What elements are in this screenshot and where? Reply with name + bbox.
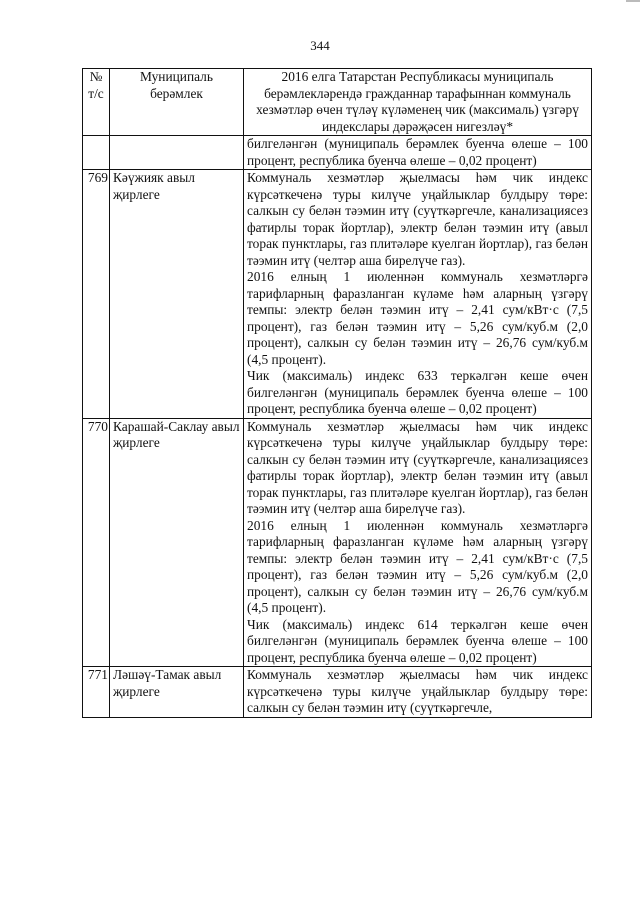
table-row <box>83 418 592 667</box>
table-row <box>83 667 592 718</box>
header-municipality: Муниципаль берәмлек <box>110 69 244 136</box>
row-number: 769 <box>83 170 110 419</box>
header-description: 2016 елга Татарстан Республикасы муниципаль берәмлекләрендә гражданнар тарафыннан коммуналь хезмәтләр өчен түләү күләменең чик (максималь) үзгәрү индекслары дәрәҗәсен нигезләү* <box>244 69 592 136</box>
description-paragraph: билгеләнгән (муниципаль берәмлек буенча өлеше – 100 процент, республика буенча өлеше – 0,02 процент) <box>247 136 588 168</box>
row-description <box>244 667 592 718</box>
row-description <box>244 136 592 170</box>
row-municipality: Ләшәү-Тамак авыл җирлеге <box>110 667 244 718</box>
row-municipality: Кәүжияк авыл җирлеге <box>110 170 244 419</box>
row-number <box>83 136 110 170</box>
table-row <box>83 136 592 170</box>
row-description <box>244 418 592 667</box>
row-municipality <box>110 136 244 170</box>
description-paragraph: Чик (максималь) индекс 633 теркәлгән кеше өчен билгеләнгән (муниципаль берәмлек буенча өлеше – 100 процент, республика буенча өлеше – 0,02 процент) <box>247 368 588 416</box>
description-paragraph: Коммуналь хезмәтләр җыелмасы һәм чик индекс күрсәткеченә туры килүче уңайлыклар булдыру төре: салкын су белән тәэмин итү (суүткәргечле, <box>247 667 588 715</box>
tariff-index-table <box>82 68 592 718</box>
row-number: 771 <box>83 667 110 718</box>
description-paragraph: 2016 елның 1 июленнән коммуналь хезмәтләргә тарифларның фаразланган күләме һәм аларның үзгәрү темпы: электр белән тәэмин итү – 2,41 сум/кВт·с (7,5 процент), газ белән тәэмин итү – 5,26 сум/куб.м (2,0 процент), салкын су белән тәэмин итү – 26,76 сум/куб.м (4,5 процент). <box>247 517 588 615</box>
row-number: 770 <box>83 418 110 667</box>
description-paragraph: Чик (максималь) индекс 614 теркәлгән кеше өчен билгеләнгән (муниципаль берәмлек буенча өлеше – 100 процент, республика буенча өлеше – 0,02 процент) <box>247 616 588 665</box>
row-municipality: Карашай-Саклау авыл җирлеге <box>110 418 244 667</box>
scan-edge-mark <box>626 0 640 6</box>
description-paragraph: Коммуналь хезмәтләр җыелмасы һәм чик индекс күрсәткеченә туры килүче уңайлыклар булдыру төре: салкын су белән тәэмин итү (суүткәргечле, канализациясез фатирлы торак йортлар), электр белән тәэмин итү (авыл торак пунктлары, газ плитәләре куелган йортлар), газ белән тәэмин итү (челтәр аша бирелүче газ). <box>247 170 588 268</box>
table-header-row <box>83 69 592 136</box>
description-paragraph: Коммуналь хезмәтләр җыелмасы һәм чик индекс күрсәткеченә туры килүче уңайлыклар булдыру төре: салкын су белән тәэмин итү (суүткәргечле, канализациясез фатирлы торак йортлар), электр белән тәэмин итү (авыл торак пунктлары, газ плитәләре куелган йортлар), газ белән тәэмин итү (челтәр аша бирелүче газ). <box>247 418 588 516</box>
row-description <box>244 170 592 419</box>
description-paragraph: 2016 елның 1 июленнән коммуналь хезмәтләргә тарифларның фаразланган күләме һәм аларның үзгәрү темпы: электр белән тәэмин итү – 2,41 сум/кВт·с (7,5 процент), газ белән тәэмин итү – 5,26 сум/куб.м (2,0 процент), салкын су белән тәэмин итү – 26,76 сум/куб.м (4,5 процент). <box>247 269 588 367</box>
table-row <box>83 170 592 419</box>
header-num: № т/с <box>83 69 110 136</box>
page-number: 344 <box>310 38 330 53</box>
